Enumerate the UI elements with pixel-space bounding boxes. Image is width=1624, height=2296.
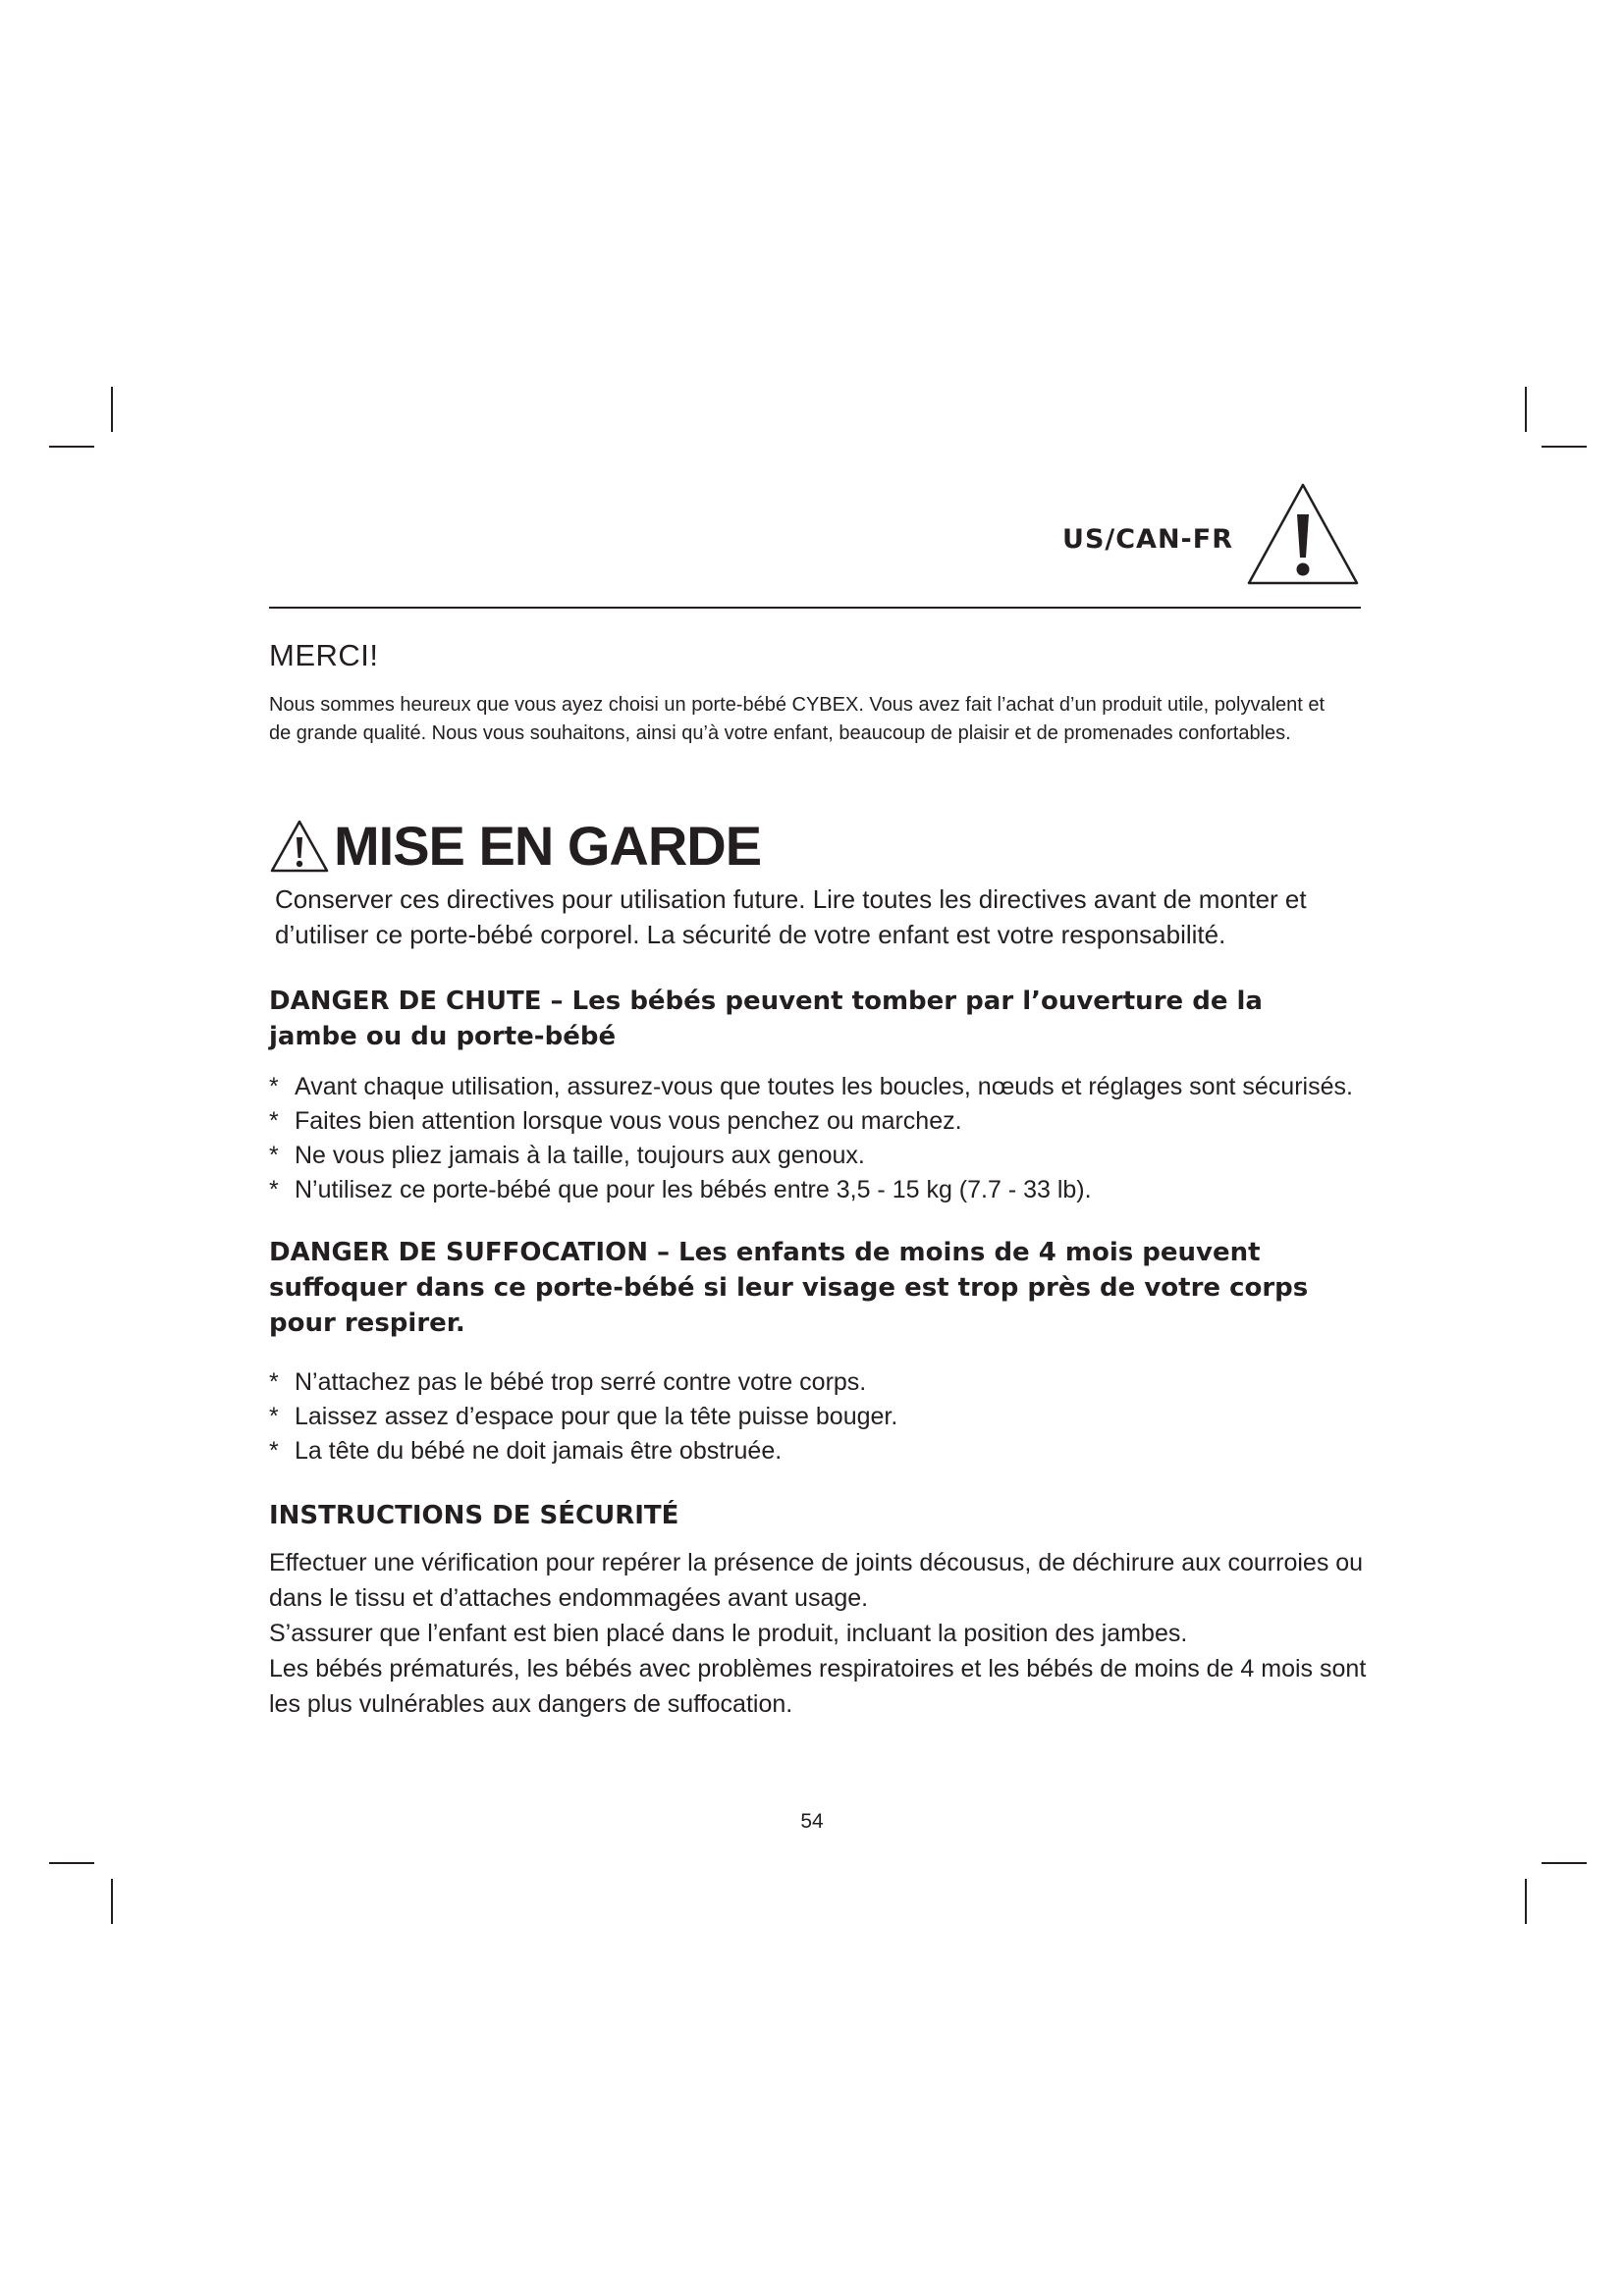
- page-header: [269, 481, 1361, 589]
- warning-heading: [269, 807, 761, 885]
- warning-triangle-icon: [269, 819, 330, 874]
- suffocation-danger-list: [269, 1365, 1428, 1468]
- list-item-text: N’attachez pas le bébé trop serré contre votre corps.: [295, 1368, 867, 1396]
- safety-instructions-body: [269, 1545, 1369, 1722]
- warning-triangle-icon: [1245, 481, 1361, 587]
- warning-paragraph: Conserver ces directives pour utilisation future. Lire toutes les directives avant de monter et d’utiliser ce porte-bébé corporel. La sécurité de votre enfant est votre responsabilité.: [275, 884, 1307, 949]
- safety-paragraph: Les bébés prématurés, les bébés avec problèmes respiratoires et les bébés de moins de 4 mois sont les plus vulnérables aux dangers de suffocation.: [269, 1655, 1367, 1718]
- list-item-text: La tête du bébé ne doit jamais être obstruée.: [295, 1437, 783, 1465]
- bullet-star: *: [269, 1107, 279, 1135]
- safety-instructions-title: INSTRUCTIONS DE SÉCURITÉ: [269, 1501, 679, 1530]
- list-item-text: Avant chaque utilisation, assurez-vous que toutes les boucles, nœuds et réglages sont sécurisés.: [295, 1073, 1353, 1100]
- safety-paragraph: S’assurer que l’enfant est bien placé dans le produit, incluant la position des jambes.: [269, 1620, 1188, 1647]
- list-item: [269, 1400, 1428, 1434]
- suffocation-danger-title: DANGER DE SUFFOCATION – Les enfants de moins de 4 mois peuvent suffoquer dans ce porte-bébé si leur visage est trop près de votre corps pour respirer.: [269, 1238, 1309, 1338]
- header-divider: [269, 607, 1361, 609]
- bullet-star: *: [269, 1176, 279, 1203]
- list-item: [269, 1173, 1428, 1207]
- safety-paragraph: Effectuer une vérification pour repérer la présence de joints décousus, de déchirure aux courroies ou dans le tissu et d’attaches endommagées avant usage.: [269, 1549, 1364, 1612]
- list-item: [269, 1104, 1428, 1139]
- crop-mark-bottom-right-horizontal: [1542, 1862, 1587, 1864]
- crop-mark-bottom-left-horizontal: [49, 1862, 94, 1864]
- list-item: [269, 1070, 1428, 1104]
- region-label: US/CAN-FR: [1062, 524, 1233, 555]
- list-item-text: Laissez assez d’espace pour que la tête puisse bouger.: [295, 1403, 898, 1430]
- bullet-star: *: [269, 1437, 279, 1465]
- list-item-text: Faites bien attention lorsque vous vous penchez ou marchez.: [295, 1107, 962, 1135]
- list-item-text: Ne vous pliez jamais à la taille, toujours aux genoux.: [295, 1142, 865, 1169]
- bullet-star: *: [269, 1403, 279, 1430]
- merci-title: MERCI!: [269, 638, 379, 672]
- fall-danger-title: DANGER DE CHUTE – Les bébés peuvent tomber par l’ouverture de la jambe ou du porte-bébé: [269, 987, 1263, 1051]
- crop-mark-top-left-vertical: [111, 387, 113, 432]
- crop-mark-bottom-left-vertical: [111, 1879, 113, 1924]
- crop-mark-top-left-horizontal: [49, 446, 94, 448]
- bullet-star: *: [269, 1142, 279, 1169]
- list-item: [269, 1365, 1428, 1400]
- crop-mark-bottom-right-vertical: [1525, 1879, 1527, 1924]
- bullet-star: *: [269, 1073, 279, 1100]
- page-number: 54: [800, 1810, 824, 1833]
- crop-mark-top-right-vertical: [1525, 387, 1527, 432]
- fall-danger-list: [269, 1070, 1428, 1207]
- list-item: [269, 1434, 1428, 1468]
- warning-heading-text: MISE EN GARDE: [334, 815, 762, 877]
- bullet-star: *: [269, 1368, 279, 1396]
- list-item: [269, 1139, 1428, 1173]
- crop-mark-top-right-horizontal: [1542, 446, 1587, 448]
- intro-paragraph: Nous sommes heureux que vous ayez choisi un porte-bébé CYBEX. Vous avez fait l’achat d’un produit utile, polyvalent et de grande qualité. Nous vous souhaitons, ainsi qu’à votre enfant, beaucoup de plaisir et de promenades confortables.: [269, 694, 1326, 744]
- list-item-text: N’utilisez ce porte-bébé que pour les bébés entre 3,5 - 15 kg (7.7 - 33 lb).: [295, 1176, 1092, 1203]
